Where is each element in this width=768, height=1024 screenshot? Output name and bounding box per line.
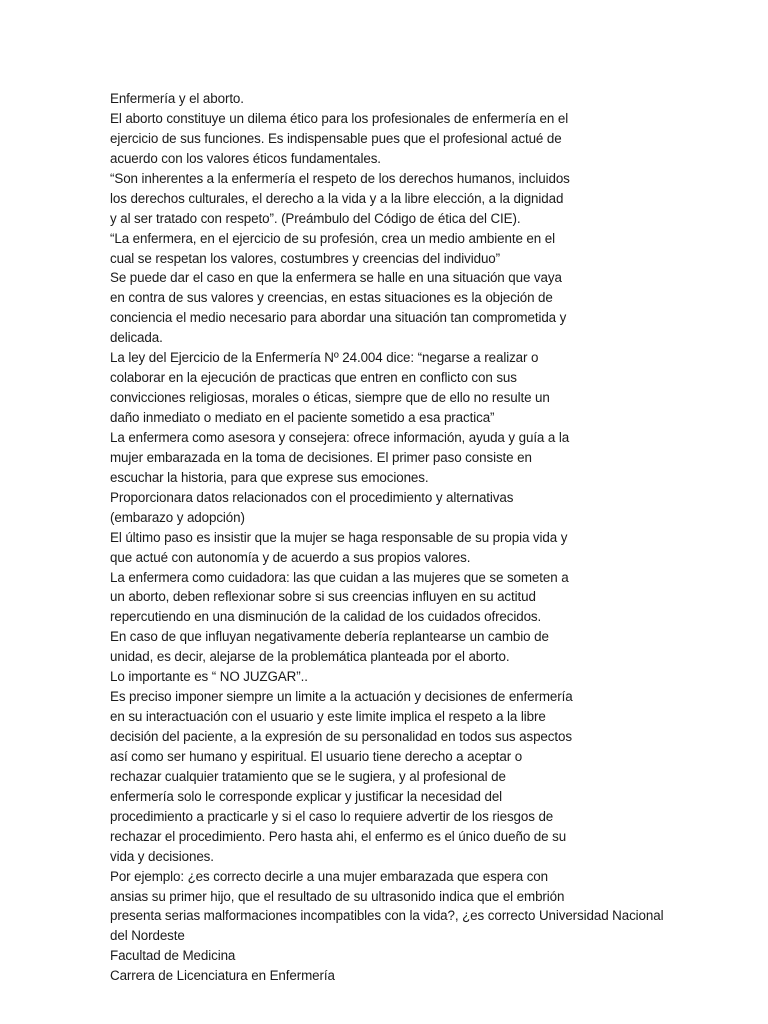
text-line: que actué con autonomía y de acuerdo a sus propios valores. (110, 549, 471, 565)
text-line: “Son inherentes a la enfermería el respeto de los derechos humanos, incluidos (110, 170, 570, 186)
text-line: El aborto constituye un dilema ético para los profesionales de enfermería en el (110, 110, 569, 126)
text-line: El último paso es insistir que la mujer se haga responsable de su propia vida y (110, 529, 568, 545)
text-line: convicciones religiosas, morales o éticas, siempre que de ello no resulte un (110, 390, 550, 406)
text-line: vida y decisiones. (110, 848, 214, 864)
text-line: Facultad de Medicina (110, 948, 236, 964)
text-line: procedimiento a practicarle y si el caso lo requiere advertir de los riesgos de (110, 808, 554, 824)
text-line: los derechos culturales, el derecho a la vida y a la libre elección, a la dignidad (110, 190, 564, 206)
text-line: daño inmediato o mediato en el paciente sometido a esa practica” (110, 410, 495, 425)
text-line: Carrera de Licenciatura en Enfermería (110, 968, 335, 984)
text-line: en contra de sus valores y creencias, en estas situaciones es la objeción de (110, 290, 553, 306)
text-line: rechazar cualquier tratamiento que se le sugiera, y al profesional de (110, 768, 506, 784)
text-line: En caso de que influyan negativamente debería replantearse un cambio de (110, 629, 549, 645)
text-line: escuchar la historia, para que exprese sus emociones. (110, 469, 429, 485)
text-line: presenta serias malformaciones incompatibles con la vida?, ¿es correcto Universidad Nacional (110, 908, 664, 924)
text-line: un aborto, deben reflexionar sobre si sus creencias influyen en su actitud (110, 589, 536, 605)
text-line: acuerdo con los valores éticos fundamentales. (110, 150, 381, 166)
text-line: Lo importante es “ NO JUZGAR”.. (110, 669, 308, 685)
text-line: La enfermera como cuidadora: las que cuidan a las mujeres que se someten a (110, 569, 569, 585)
text-line: Es preciso imponer siempre un limite a la actuación y decisiones de enfermería (110, 689, 573, 705)
text-line: del Nordeste (110, 928, 185, 944)
text-line: delicada. (110, 330, 163, 346)
text-line: (embarazo y adopción) (110, 509, 245, 525)
text-line: enfermería solo le corresponde explicar y justificar la necesidad del (110, 788, 503, 804)
text-line: en su interactuación con el usuario y este limite implica el respeto a la libre (110, 709, 546, 725)
text-line: cual se respetan los valores, costumbres y creencias del individuo” (110, 250, 501, 266)
text-line: colaborar en la ejecución de practicas que entren en conflicto con sus (110, 370, 517, 386)
text-line: repercutiendo en una disminución de la calidad de los cuidados ofrecidos. (110, 609, 542, 625)
text-line: mujer embarazada en la toma de decisiones. El primer paso consiste en (110, 449, 532, 465)
text-line: Se puede dar el caso en que la enfermera se halle en una situación que vaya (110, 270, 562, 286)
text-line: Por ejemplo: ¿es correcto decirle a una mujer embarazada que espera con (110, 868, 549, 884)
text-line: ejercicio de sus funciones. Es indispensable pues que el profesional actué de (110, 130, 562, 146)
text-line: ansias su primer hijo, que el resultado de su ultrasonido indica que el embrión (110, 888, 565, 904)
text-line: así como ser humano y espiritual. El usuario tiene derecho a aceptar o (110, 748, 523, 764)
text-line: “La enfermera, en el ejercicio de su profesión, crea un medio ambiente en el (110, 230, 555, 246)
text-line: Enfermería y el aborto. (110, 91, 244, 106)
text-line: Proporcionara datos relacionados con el procedimiento y alternativas (110, 489, 514, 505)
text-line: y al ser tratado con respeto”. (Preámbulo del Código de ética del CIE). (110, 210, 521, 226)
text-line: La ley del Ejercicio de la Enfermería Nº 24.004 dice: “negarse a realizar o (110, 350, 539, 366)
text-line: unidad, es decir, alejarse de la problemática planteada por el aborto. (110, 649, 510, 665)
text-line: La enfermera como asesora y consejera: ofrece información, ayuda y guía a la (110, 429, 570, 445)
text-line: decisión del paciente, a la expresión de su personalidad en todos sus aspectos (110, 729, 572, 744)
text-line: conciencia el medio necesario para abordar una situación tan comprometida y (110, 310, 567, 326)
text-line: rechazar el procedimiento. Pero hasta ahi, el enfermo es el único dueño de su (110, 828, 567, 844)
document-body (110, 89, 750, 986)
